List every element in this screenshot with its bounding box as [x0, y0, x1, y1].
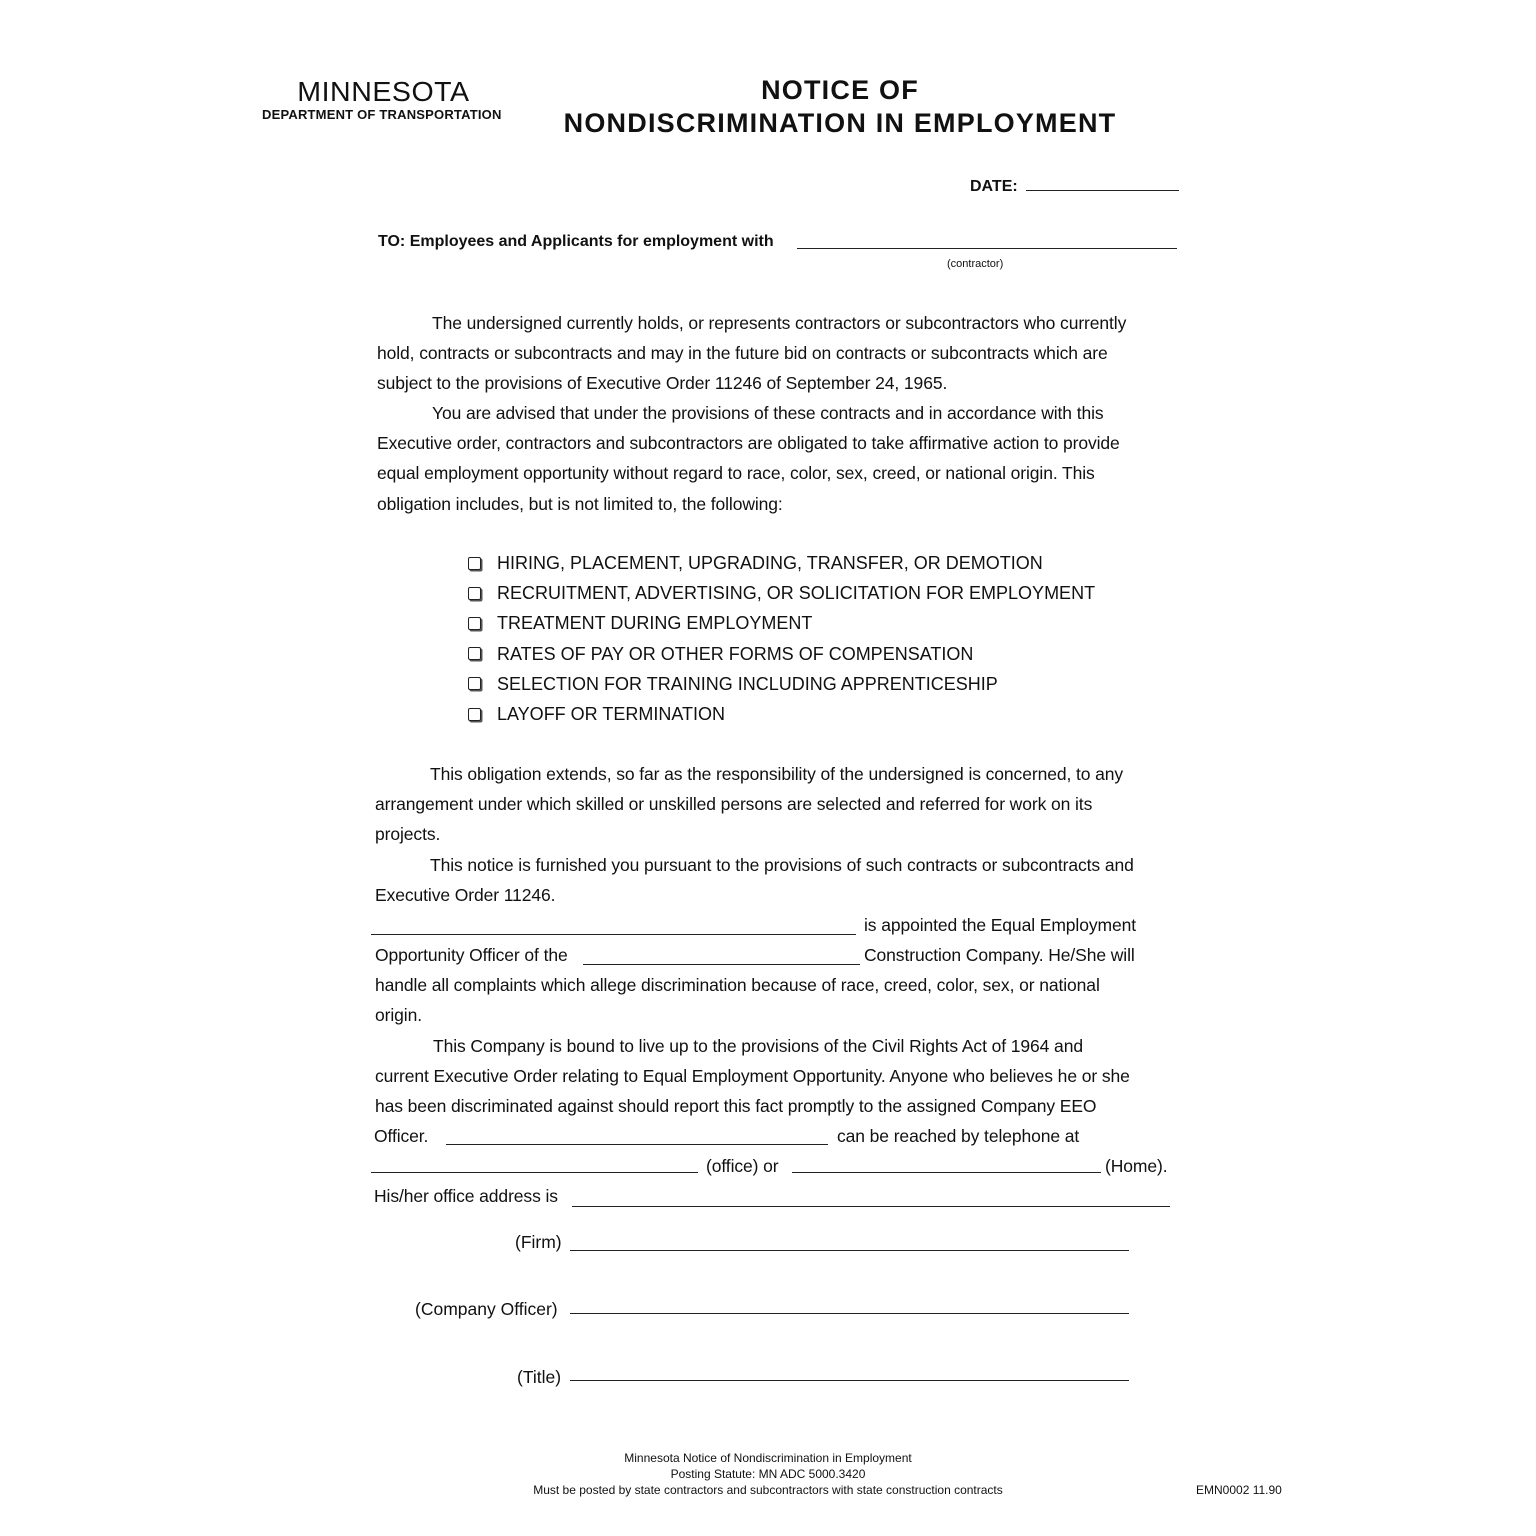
checkbox-icon[interactable]	[468, 557, 481, 570]
paragraph-1	[377, 308, 1126, 399]
checklist-item-label: RATES OF PAY OR OTHER FORMS OF COMPENSATION	[497, 643, 974, 664]
paragraph-3	[375, 759, 1123, 850]
origin-text: origin.	[375, 1005, 422, 1025]
footer-title: Minnesota Notice of Nondiscrimination in Employment	[624, 1451, 912, 1465]
office-label: (office) or	[706, 1156, 779, 1176]
checklist-item	[468, 578, 1095, 608]
paragraph-2-line: You are advised that under the provisions of these contracts and in accordance with this	[432, 403, 1104, 423]
company-officer-label: (Company Officer)	[415, 1299, 558, 1319]
address-label: His/her office address is	[374, 1186, 558, 1206]
contractor-field-line[interactable]	[797, 248, 1177, 249]
paragraph-3-line: This obligation extends, so far as the responsibility of the undersigned is concerned, to any	[430, 764, 1124, 784]
eeo-officer-name-line[interactable]	[371, 934, 856, 935]
contractor-caption: (contractor)	[947, 258, 1004, 270]
checklist-item-label: RECRUITMENT, ADVERTISING, OR SOLICITATION FOR EMPLOYMENT	[497, 583, 1096, 604]
paragraph-6-line: current Executive Order relating to Equal Employment Opportunity. Anyone who believes he or she	[375, 1066, 1130, 1087]
reached-text: can be reached by telephone at	[837, 1126, 1080, 1146]
checkbox-icon[interactable]	[468, 708, 481, 721]
office-phone-line[interactable]	[371, 1172, 698, 1173]
paragraph-1-line: hold, contracts or subcontracts and may in the future bid on contracts or subcontracts which are	[377, 343, 1108, 364]
to-label: TO: Employees and Applicants for employment with	[378, 233, 774, 250]
date-label: DATE:	[970, 178, 1018, 195]
paragraph-1-line: subject to the provisions of Executive Order 11246 of September 24, 1965.	[377, 373, 948, 394]
paragraph-4	[375, 850, 1134, 910]
paragraph-2-line: obligation includes, but is not limited to, the following:	[377, 493, 783, 514]
paragraph-4-line: Executive Order 11246.	[375, 885, 556, 906]
paragraph-3-line: arrangement under which skilled or unskilled persons are selected and referred for work on its	[375, 794, 1093, 815]
checklist-item-label: LAYOFF OR TERMINATION	[497, 704, 726, 725]
footer-statute: Posting Statute: MN ADC 5000.3420	[670, 1467, 866, 1481]
paragraph-6-line: This Company is bound to live up to the provisions of the Civil Rights Act of 1964 and	[433, 1036, 1083, 1056]
document-title-line2: NONDISCRIMINATION IN EMPLOYMENT	[563, 108, 1117, 138]
paragraph-1-line: The undersigned currently holds, or represents contractors or subcontractors who currently	[432, 313, 1127, 333]
checkbox-icon[interactable]	[468, 647, 481, 660]
paragraph-2-line: Executive order, contractors and subcontractors are obligated to take affirmative action to provide	[377, 433, 1120, 454]
home-phone-line[interactable]	[792, 1172, 1101, 1173]
complaints-text: handle all complaints which allege discrimination because of race, creed, color, sex, or national	[375, 975, 1100, 995]
checklist-item	[468, 639, 1095, 669]
checkbox-icon[interactable]	[468, 587, 481, 600]
paragraph-2-line: equal employment opportunity without regard to race, color, sex, creed, or national origin. This	[377, 463, 1095, 484]
form-number: EMN0002 11.90	[1196, 1483, 1282, 1497]
title-label: (Title)	[517, 1367, 562, 1387]
paragraph-6	[375, 1031, 1130, 1122]
checklist-item	[468, 608, 1095, 638]
document-title-line1: NOTICE OF	[761, 75, 919, 105]
checklist-item	[468, 548, 1095, 578]
checkbox-icon[interactable]	[468, 617, 481, 630]
appointed-text: is appointed the Equal Employment	[864, 915, 1137, 935]
officer-label: Officer.	[374, 1126, 429, 1146]
state-name: MINNESOTA	[297, 76, 470, 107]
date-field-line[interactable]	[1026, 190, 1179, 191]
paragraph-4-line: This notice is furnished you pursuant to the provisions of such contracts or subcontracts and	[430, 855, 1134, 875]
footer-posting-note: Must be posted by state contractors and subcontractors with state construction contracts	[533, 1483, 1003, 1497]
firm-label: (Firm)	[515, 1232, 562, 1252]
construction-text: Construction Company. He/She will	[864, 945, 1135, 965]
paragraph-3-line: projects.	[375, 824, 441, 845]
office-address-line[interactable]	[572, 1206, 1170, 1207]
title-field-line[interactable]	[570, 1380, 1129, 1381]
checklist-item-label: SELECTION FOR TRAINING INCLUDING APPRENTICESHIP	[497, 673, 998, 694]
checkbox-icon[interactable]	[468, 677, 481, 690]
checklist-item-label: TREATMENT DURING EMPLOYMENT	[497, 613, 813, 634]
checklist-item-label: HIRING, PLACEMENT, UPGRADING, TRANSFER, OR DEMOTION	[497, 553, 1043, 573]
checklist-item	[468, 669, 1095, 699]
footer	[0, 1450, 1536, 1498]
company-officer-field-line[interactable]	[570, 1313, 1129, 1314]
obligation-checklist	[468, 548, 1095, 729]
company-name-line[interactable]	[583, 964, 860, 965]
eeo-officer-contact-line[interactable]	[446, 1144, 828, 1145]
officer-of-text: Opportunity Officer of the	[375, 945, 568, 965]
firm-field-line[interactable]	[570, 1250, 1129, 1251]
home-label: (Home).	[1105, 1156, 1168, 1176]
paragraph-2	[377, 398, 1120, 519]
checklist-item	[468, 699, 1095, 729]
department-name: DEPARTMENT OF TRANSPORTATION	[262, 107, 502, 122]
paragraph-6-line: has been discriminated against should report this fact promptly to the assigned Company EEO	[375, 1096, 1097, 1117]
